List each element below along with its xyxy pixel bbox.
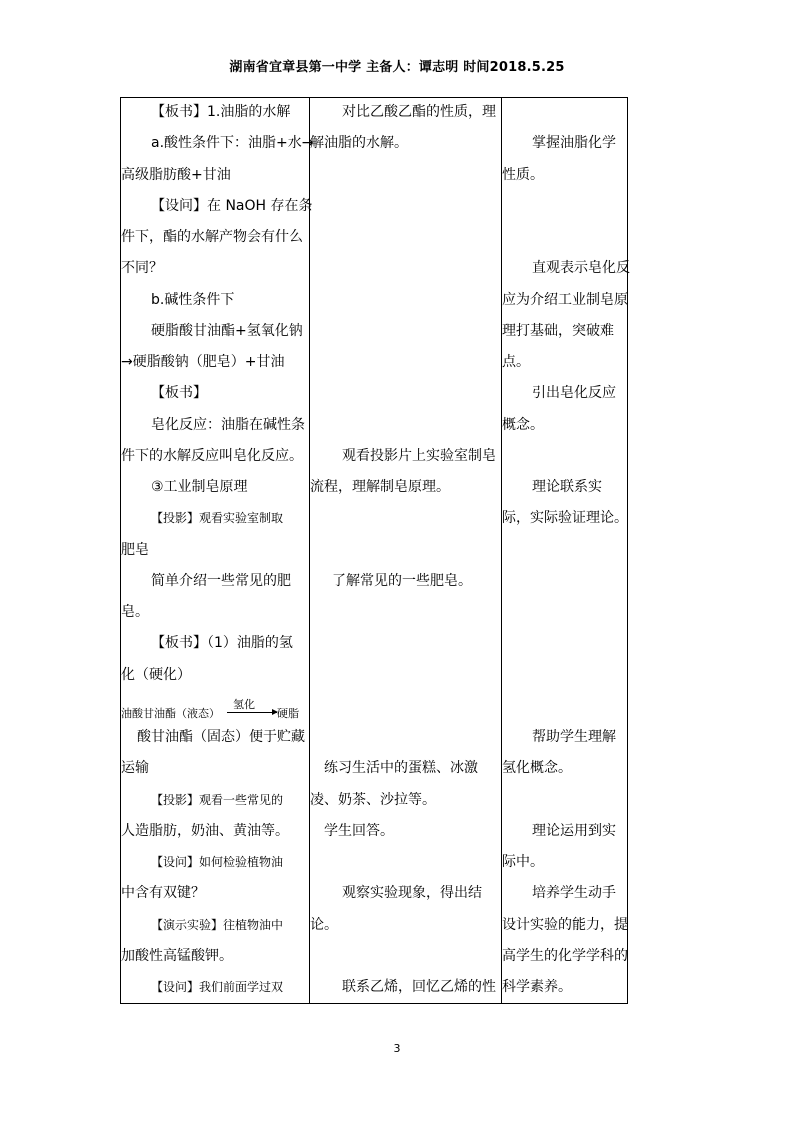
text-line: 理论联系实 [532,479,602,495]
text-line: 引出皂化反应 [532,385,616,402]
text-line: 直观表示皂化反 [532,260,630,277]
text-line: 肥皂 [121,541,149,558]
hydrogenation-equation [121,697,309,723]
text-line: 件下的水解反应叫皂化反应。 [121,447,303,464]
page-header: 湖南省宜章县第一中学 主备人：谭志明 时间2018.5.25 [229,60,565,75]
text-line: 【设问】如何检验植物油 [151,855,284,869]
text-line: 联系乙烯，回忆乙烯的性 [342,979,496,995]
text-line: 点。 [502,354,530,370]
text-line: 皂化反应：油脂在碱性条 [151,416,305,433]
text-line: 加酸性高锰酸钾。 [121,947,233,964]
equation-product: 硬脂 [277,707,299,720]
text-line: 理论运用到实 [532,822,616,839]
reaction-arrow-icon [227,712,277,713]
text-line: 简单介绍一些常见的肥 [151,572,291,589]
text-line: 【演示实验】往植物油中 [151,917,284,932]
text-line: 凌、奶茶、沙拉等。 [310,791,436,808]
text-line: 设计实验的能力，提 [502,916,628,933]
text-line: 了解常见的一些肥皂。 [332,572,472,589]
text-line: 皂。 [121,604,149,620]
text-line: 运输 [121,760,149,777]
text-line: 高级脂肪酸+甘油 [121,166,231,183]
text-line: 际中。 [502,854,544,870]
text-line: 应为介绍工业制皂原 [502,291,628,308]
text-line: 对比乙酸乙酯的性质，理 [342,104,496,120]
page-number: 3 [393,1042,401,1055]
text-line: 帮助学生理解 [532,729,616,745]
text-line: 观看投影片上实验室制皂 [342,447,496,464]
text-line: 理打基础，突破难 [502,322,614,339]
text-line: 掌握油脂化学 [532,135,616,152]
text-line: 学生回答。 [324,822,394,839]
equation-reactant: 油酸甘油酯（液态） [121,707,220,720]
text-line: 人造脂肪，奶油、黄油等。 [121,822,289,839]
text-line: a.酸性条件下：油脂+水→ [151,135,314,152]
text-line: ③工业制皂原理 [151,479,248,495]
text-line: 【设问】我们前面学过双 [151,980,284,994]
text-line: 中含有双键？ [121,885,205,902]
text-line: 概念。 [502,416,544,433]
text-line: 【板书】1.油脂的水解 [151,104,291,120]
text-line: 硬脂酸甘油酯+氢氧化钠 [151,322,303,339]
text-line: 论。 [310,916,338,933]
text-line: 高学生的化学学科的 [502,947,628,964]
text-line: 【板书】（1）油脂的氢 [151,635,293,652]
text-line: 性质。 [502,166,544,183]
text-line: 【投影】观看一些常见的 [151,792,284,807]
text-line: 【板书】 [151,385,207,402]
text-line: 培养学生动手 [532,885,616,902]
text-line: 氢化概念。 [502,760,572,777]
text-line: 【设问】在 NaOH 存在条 [151,197,313,214]
column-divider [309,98,310,1003]
text-line: 酸甘油酯（固态）便于贮藏 [137,729,305,745]
lesson-table [120,97,628,1004]
text-line: 不同？ [121,260,163,277]
text-line: 【投影】观看实验室制取 [151,511,284,526]
text-line: 际，实际验证理论。 [502,510,628,527]
text-line: →硬脂酸钠（肥皂）+甘油 [121,354,285,370]
text-line: 解油脂的水解。 [310,135,408,152]
text-line: 件下，酯的水解产物会有什么 [121,229,303,245]
text-line: 练习生活中的蛋糕、冰激 [324,760,478,777]
equation-condition: 氢化 [233,698,255,711]
text-line: 科学素养。 [502,979,572,995]
text-line: 化（硬化） [121,666,191,683]
text-line: b.碱性条件下 [151,291,235,308]
text-line: 流程，理解制皂原理。 [310,479,450,495]
text-line: 观察实验现象，得出结 [342,885,482,902]
